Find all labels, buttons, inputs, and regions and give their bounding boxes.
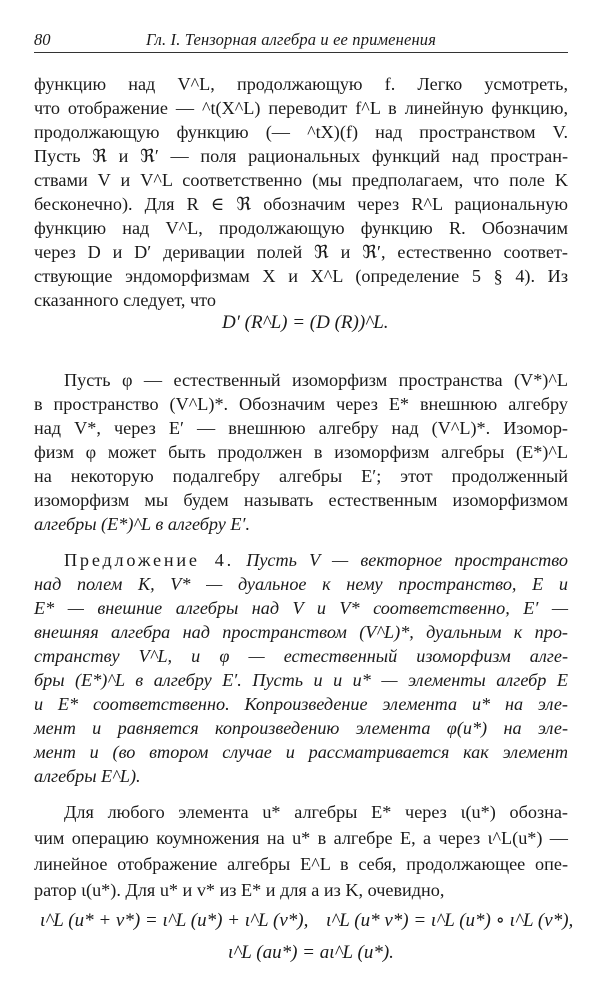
text-line: чим операцию коумножения на u* в алгебре E, а через ι^L(u*) — [34,828,568,848]
text-line: алгебры E^L). [34,766,141,786]
text-line: что отображение — ^t(X^L) переводит f^L в линейную функцию, [34,98,568,118]
formula-scalar: ι^L (au*) = aι^L (u*). [228,942,394,963]
proposition-text: Пусть V — векторное пространство [246,550,569,570]
running-header [34,30,568,53]
text-line: Пусть ℜ и ℜ′ — поля рациональных функций над простран- [34,146,568,166]
text-line: продолжающую функцию (— ^tX)(f) над пространством V. [34,122,568,142]
text-line: сказанного следует, что [34,290,216,310]
text-line: ствами V и V^L соответственно (мы предполагаем, что поле K [34,170,568,190]
page-number: 80 [34,30,51,49]
proposition-label: Предложение 4. [64,550,234,570]
text-line: странству V^L, и φ — естественный изоморфизм алге- [34,646,568,666]
text-line: ратор ι(u*). Для u* и v* из E* и для a из K, очевидно, [34,880,445,900]
running-title: Гл. I. Тензорная алгебра и ее применения [146,30,437,49]
text-line: и E* соответственно. Копроизведение элемента u* на эле- [34,694,568,714]
text-line: внешняя алгебра над пространством (V^L)*, дуальным к про- [34,622,568,642]
text-line: на некоторую подалгебру алгебры E′; этот продолженный [34,466,568,486]
text-line: мент u равняется копроизведению элемента φ(u*) на эле- [34,718,568,738]
text-line: функцию над V^L, продолжающую функцию R. Обозначим [34,218,568,238]
text-line: мент u (во втором случае u рассматривается как элемент [34,742,568,762]
text-line: над V*, через E′ — внешнюю алгебру над (V^L)*. Изомор- [34,418,568,438]
text-line: изоморфизм мы будем называть естественным изоморфизмом [34,490,568,510]
formula-derivation: D′ (R^L) = (D (R))^L. [222,312,389,333]
text-line: ствующие эндоморфизмам X и X^L (определение 5 § 4). Из [34,266,568,286]
text-line: бры (E*)^L в алгебру E′. Пусть u и u* — элементы алгебр E [34,670,568,690]
text-line: линейное отображение алгебры E^L в себя, продолжающее опе- [34,854,568,874]
proposition-first-line [34,548,568,572]
text-line: бесконечно). Для R ∈ ℜ обозначим через R^L рациональную [34,194,568,214]
text-line: Пусть φ — естественный изоморфизм пространства (V*)^L [64,370,568,390]
text-line: алгебры (E*)^L в алгебру E′. [34,514,251,534]
text-line: функцию над V^L, продолжающую f. Легко усмотреть, [34,74,568,94]
text-line: в пространство (V^L)*. Обозначим через E* внешнюю алгебру [34,394,568,414]
formula-sum: ι^L (u* + v*) = ι^L (u*) + ι^L (v*), [40,910,309,931]
text-line: через D и D′ деривации полей ℜ и ℜ′, естественно соответ- [34,242,568,262]
text-line: над полем K, V* — дуальное к нему пространство, E и [34,574,568,594]
text-line: Для любого элемента u* алгебры E* через ι(u*) обозна- [64,802,568,822]
formula-product: ι^L (u* v*) = ι^L (u*) ∘ ι^L (v*), [326,910,574,931]
text-line: физм φ может быть продолжен в изоморфизм алгебры (E*)^L [34,442,568,462]
text-line: E* — внешние алгебры над V и V* соответственно, E′ — [34,598,568,618]
